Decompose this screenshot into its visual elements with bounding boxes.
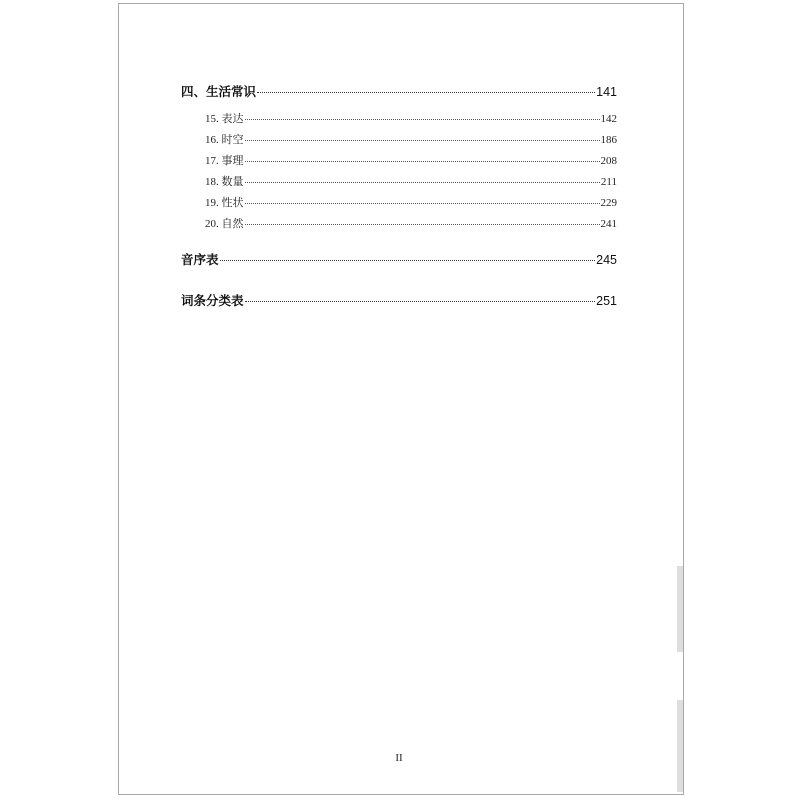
toc-leader-dots [245,161,600,162]
toc-entry-item[interactable] [205,173,617,189]
toc-entry-category-index[interactable] [181,291,617,309]
toc-entry-section-4[interactable] [181,82,617,100]
toc-entry-item[interactable] [205,215,617,231]
scrollbar-track-segment[interactable] [677,566,683,652]
toc-leader-dots [257,92,595,93]
toc-entry-label: 17. 事理 [205,155,244,167]
toc-entry-page: 229 [600,197,617,209]
toc-entry-label: 15. 表达 [205,113,244,125]
toc-entry-label: 20. 自然 [205,218,244,230]
toc-entry-item[interactable] [205,131,617,147]
toc-leader-dots [245,224,600,225]
toc-entry-page: 186 [600,134,617,146]
toc-leader-dots [245,203,600,204]
toc-entry-label: 16. 时空 [205,134,244,146]
toc-leader-dots [220,260,596,261]
toc-leader-dots [245,140,600,141]
toc-entry-label: 19. 性状 [205,197,244,209]
toc-entry-page: 211 [600,176,617,188]
toc-entry-label: 18. 数量 [205,176,244,188]
toc-entry-page: 245 [596,253,617,267]
toc-leader-dots [245,182,600,183]
toc-entry-label: 词条分类表 [181,294,244,308]
toc-entry-item[interactable] [205,194,617,210]
toc-leader-dots [245,301,596,302]
toc-entry-item[interactable] [205,110,617,126]
toc-entry-item[interactable] [205,152,617,168]
toc-entry-label: 四、生活常识 [181,85,257,99]
toc-leader-dots [245,119,600,120]
toc-entry-page: 208 [600,155,617,167]
page-number: II [395,752,403,764]
toc-entry-label: 音序表 [181,253,219,267]
toc-entry-page: 141 [596,85,617,99]
toc-entry-page: 241 [600,218,617,230]
toc-entry-page: 142 [600,113,617,125]
toc-entry-page: 251 [596,294,617,308]
toc-entry-sound-index[interactable] [181,250,617,268]
scrollbar-track-segment[interactable] [677,700,683,792]
